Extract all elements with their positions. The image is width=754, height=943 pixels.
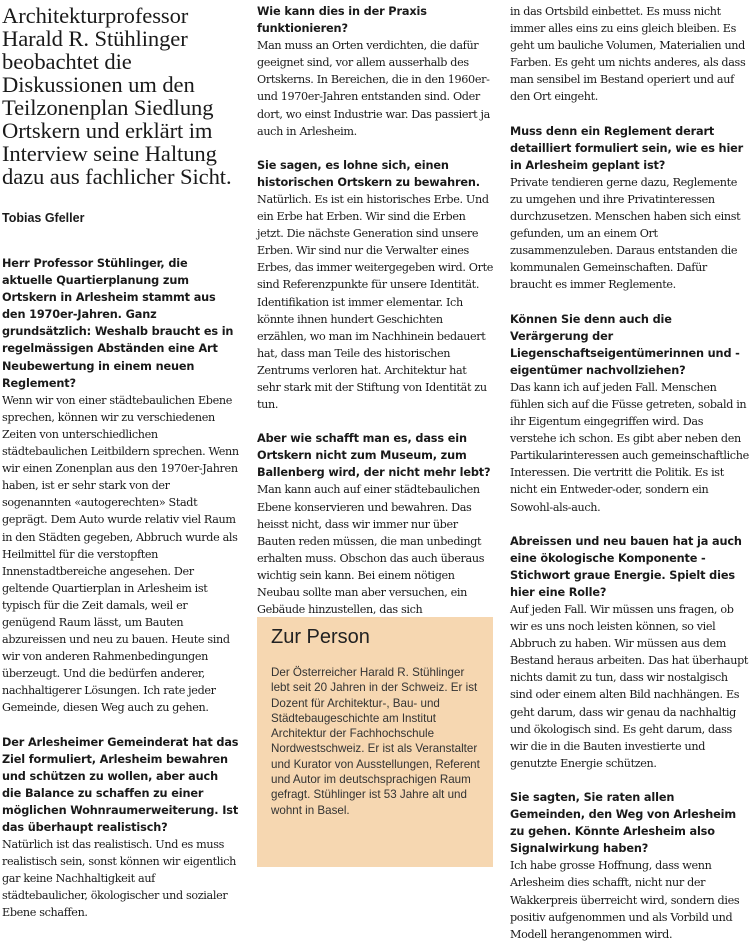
- person-box-text: Der Österreicher Harald R. Stühlinger lebt seit 20 Jahren in der Schweiz. Er ist Dozent für Architektur-, Bau- und Städtebaugeschichte am Institut Architektur der Fachhochschule Nordwestschweiz. Er ist als Veranstalter und Kurator von Ausstellungen, Referent und Autor im deutschsprachigen Raum gefragt. Stühlinger ist 53 Jahre alt und wohnt in Basel.: [271, 666, 480, 817]
- interview-question: Muss denn ein Reglement derart detailliert formuliert sein, wie es hier in Arlesheim geplant ist?: [510, 124, 744, 172]
- interview-answer: in das Ortsbild einbettet. Es muss nicht immer alles eins zu eins gleich bleiben. Es geht um bauliche Volumen, Materialien und Farben. Es geht um nichts anderes, als dass man sensibel im Bestand operiert und auf den Ort eingeht.: [510, 5, 746, 104]
- interview-question: Können Sie denn auch die Verärgerung der Liegenschaftseigentümerinnen und -eigentümer nachvollziehen?: [510, 312, 740, 377]
- article-column-3: [510, 0, 752, 943]
- interview-answer: Ich habe grosse Hoffnung, dass wenn Arlesheim dies schafft, nicht nur der Wakkerpreis überreicht wird, sondern dies positiv aufgenommen und als Vorbild und Modell herangenommen wird.: [510, 859, 740, 941]
- person-info-box: [257, 617, 493, 867]
- interview-question: Der Arlesheimer Gemeinderat hat das Ziel formuliert, Arlesheim bewahren und schützen zu wollen, aber auch die Balance zu schaffen zu einer möglichen Wohnraumerweiterung. Ist das überhaupt realistisch?: [2, 735, 239, 834]
- interview-answer: Natürlich ist das realistisch. Und es muss realistisch sein, sonst können wir eigentlich gar keine Nachhaltigkeit auf städtebaulicher, ökologischer und sozialer Ebene schaffen.: [2, 838, 237, 920]
- interview-answer: Das kann ich auf jeden Fall. Menschen fühlen sich auf die Füsse getreten, sobald in ihr Eigentum eingegriffen wird. Das verstehe ich schon. Es gibt aber neben den Partikularinteressen auch gemeinschaftliche Interessen. Die vertritt die Politik. Es ist nicht ein Entweder-oder, sondern ein Sowohl-als-auch.: [510, 380, 749, 514]
- interview-answer: Man kann auch auf einer städtebaulichen Ebene konservieren und bewahren. Das heisst nicht, dass wir immer nur über Bauten reden müssen, die man unbedingt erhalten muss. Obschon das auch überaus wichtig sein kann. Bei einem nötigen Neubau sollte man aber versuchen, ein Gebäude hinzustellen, das sich: [257, 483, 485, 617]
- article-column-1: [2, 0, 240, 922]
- interview-answer: Auf jeden Fall. Wir müssen uns fragen, ob wir es uns noch leisten können, so viel Abbruch zu haben. Wir müssen aus dem Bestand heraus arbeiten. Das hat überhaupt nichts damit zu tun, dass wir nostalgisch sind oder einem alten Bild nachhängen. Es geht darum, dass wir genau da nachhaltig und ökologisch sind. Es geht darum, dass wir die in die Bauten investierte und genutzte Energie schützen.: [510, 603, 749, 770]
- interview-question: Sie sagen, es lohne sich, einen historischen Ortskern zu bewahren.: [257, 158, 480, 189]
- article-author: Tobias Gfeller: [2, 211, 85, 225]
- interview-answer: Natürlich. Es ist ein historisches Erbe. Und ein Erbe hat Erben. Wir sind die Erben jetzt. Die nächste Generation sind unsere Erben. Wir sind nur die Verwalter eines Erbes, das immer weitergegeben wird. Orte sind Referenzpunkte für unsere Identität. Identifikation ist immer elementar. Ich könnte ihnen hundert Geschichten erzählen, wo man im Nachhinein bedauert hat, dass man Teile des historischen Zentrums verloren hat. Architektur hat sehr stark mit der Stiftung von Identität zu tun.: [257, 192, 494, 412]
- interview-question: Sie sagten, Sie raten allen Gemeinden, den Weg von Arlesheim zu gehen. Könnte Arlesheim also Signalwirkung haben?: [510, 790, 736, 856]
- interview-question: Abreissen und neu bauen hat ja auch eine ökologische Komponente - Stichwort graue Energie. Spielt dies hier eine Rolle?: [510, 534, 742, 599]
- interview-question: Aber wie schafft man es, dass ein Ortskern nicht zum Museum, zum Ballenberg wird, der nicht mehr lebt?: [257, 432, 491, 480]
- interview-answer: Wenn wir von einer städtebaulichen Ebene sprechen, können wir zu verschiedenen Zeiten von unterschiedlichen städtebaulichen Leitbildern sprechen. Wenn wir einen Zonenplan aus den 1970er-Jahren haben, ist er sehr stark von der sogenannten «autogerechten» Stadt geprägt. Dem Auto wurde relativ viel Raum in den Städten gegeben, Abbruch wurde als Heilmittel für die verstopften Innenstadtbereiche angesehen. Der geltende Quartierplan in Arlesheim ist typisch für die Zeit damals, weil er genügend Raum lässt, um Bauten abzureissen und neu zu bauen. Heute sind wir von anderen Rahmenbedingungen überzeugt. Und die bedürfen anderer, nachhaltigerer Lösungen. Ich rate jeder Gemeinde, diesen Weg auch zu gehen.: [2, 393, 239, 715]
- person-box-title: Zur Person: [271, 626, 370, 648]
- interview-question: Wie kann dies in der Praxis funktionieren?: [257, 5, 427, 36]
- interview-answer: Private tendieren gerne dazu, Reglemente zu umgehen und ihre Privatinteressen durchzusetzen. Menschen haben sich einst gefunden, um an einem Ort zusammenzuleben. Daraus entstanden die kommunalen Gemeinschaften. Dafür braucht es immer Reglemente.: [510, 175, 741, 292]
- interview-question: Herr Professor Stühlinger, die aktuelle Quartierplanung zum Ortskern in Arlesheim stammt aus den 1970er-Jahren. Ganz grundsätzlich: Weshalb braucht es in regelmässigen Abständen eine Art Neubewertung in einem neuen Reglement?: [2, 257, 234, 390]
- interview-answer: Man muss an Orten verdichten, die dafür geeignet sind, vor allem ausserhalb des Ortskerns. In Bereichen, die in den 1960er- und 1970er-Jahren entstanden sind. Oder dort, wo einst Industrie war. Das passiert ja auch in Arlesheim.: [257, 39, 490, 138]
- article-column-2: [257, 0, 493, 618]
- article-lead: Architekturprofessor Harald R. Stühlinger beobachtet die Diskussionen um den Teilzonenplan Siedlung Ortskern und erklärt im Interview seine Haltung dazu aus fachlicher Sicht.: [2, 3, 232, 189]
